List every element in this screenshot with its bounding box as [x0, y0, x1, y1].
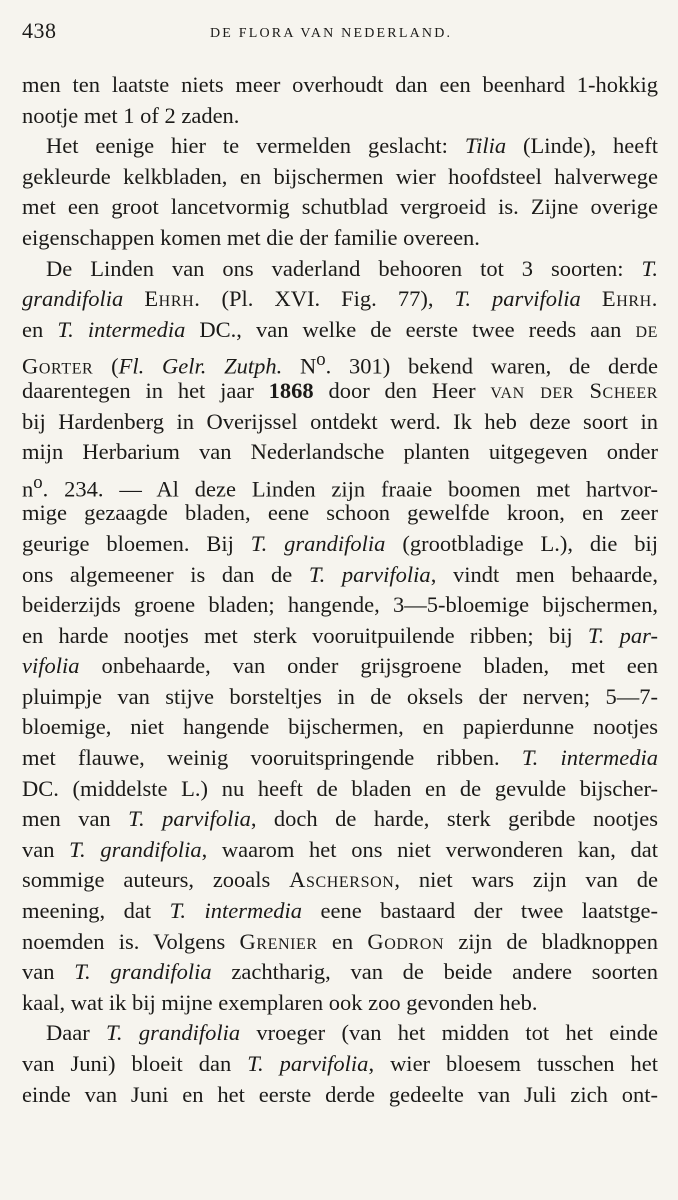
text-line: van T. grandifolia, waarom het ons niet verwonderen kan, dat [22, 836, 658, 862]
text-line: men ten laatste niets meer overhoudt dan een beenhard 1-hokkig [22, 72, 658, 97]
text-line: nootje met 1 of 2 zaden. [22, 102, 240, 128]
page-header [22, 18, 656, 48]
text-line: Het eenige hier te vermelden geslacht: Tilia (Linde), heeft [46, 133, 658, 159]
page-number: 438 [22, 18, 57, 43]
text-line: van Juni) bloeit dan T. parvifolia, wier bloesem tusschen het [22, 1051, 658, 1076]
text-line: eigenschappen komen met die der familie overeen. [22, 224, 480, 250]
text-line: DC. (middelste L.) nu heeft de bladen en de gevulde bijscher- [22, 775, 658, 801]
text-line: einde van Juni en het eerste derde gedeelte van Juli zich ont- [22, 1081, 658, 1107]
text-line: bloemige, niet hangende bijschermen, en papierdunne nootjes [22, 714, 658, 740]
text-line: geurige bloemen. Bij T. grandifolia (grootbladige L.), die bij [22, 530, 658, 556]
text-line: met flauwe, weinig vooruitspringende ribben. T. intermedia [22, 745, 658, 771]
text-line: meening, dat T. intermedia eene bastaard der twee laatstge- [22, 898, 658, 924]
text-line: bij Hardenberg in Overijssel ontdekt werd. Ik heb deze soort in [22, 408, 658, 434]
text-line: $n^o$. 234. — Al deze Linden zijn fraaie boomen met hartvor- [22, 471, 658, 502]
text-line: daarentegen in het jaar 1868 door den Heer van der Scheer [22, 377, 659, 403]
text-line: en T. intermedia DC., van welke de eerste twee reeds aan de [22, 316, 658, 342]
text-line: en harde nootjes met sterk vooruitpuilende ribben; bij T. par- [22, 622, 658, 648]
text-line: noemden is. Volgens Grenier en Godron zijn de bladknoppen [22, 928, 659, 954]
text-line: met een groot lancetvormig schutblad vergroeid is. Zijne overige [22, 194, 658, 220]
text-line: grandifolia Ehrh. (Pl. XVI. Fig. 77), T. parvifolia Ehrh. [22, 286, 659, 312]
text-line: pluimpje van stijve borsteltjes in de oksels der nerven; 5—7- [22, 683, 658, 709]
text-line: mijn Herbarium van Nederlandsche planten uitgegeven onder [22, 439, 658, 465]
text-line: De Linden van ons vaderland behooren tot 3 soorten: T. [46, 255, 658, 281]
text-line: mige gezaagde bladen, eene schoon gewelfde kroon, en zeer [22, 500, 658, 526]
text-line: beiderzijds groene bladen; hangende, 3—5-bloemige bijschermen, [22, 592, 658, 618]
text-line: men van T. parvifolia, doch de harde, sterk geribde nootjes [22, 806, 659, 832]
text-line: ons algemeener is dan de T. parvifolia, vindt men behaarde, [22, 561, 659, 587]
running-head: DE FLORA VAN NEDERLAND. [210, 26, 453, 41]
text-line: vifolia onbehaarde, van onder grijsgroene bladen, met een [22, 653, 658, 679]
text-line: gekleurde kelkbladen, en bijschermen wier hoofdsteel halverwege [22, 163, 658, 189]
text-line: Gorter (Fl. Gelr. Zutph. $N^o$. 301) bekend waren, de derde [22, 349, 658, 379]
text-line: kaal, wat ik bij mijne exemplaren ook zoo gevonden heb. [22, 989, 538, 1015]
text-line: van T. grandifolia zachtharig, van de beide andere soorten [22, 959, 658, 985]
text-line: sommige auteurs, zooals Ascherson, niet wars zijn van de [22, 867, 658, 893]
body-text [22, 70, 658, 1110]
text-line: Daar T. grandifolia vroeger (van het midden tot het einde [46, 1020, 658, 1046]
